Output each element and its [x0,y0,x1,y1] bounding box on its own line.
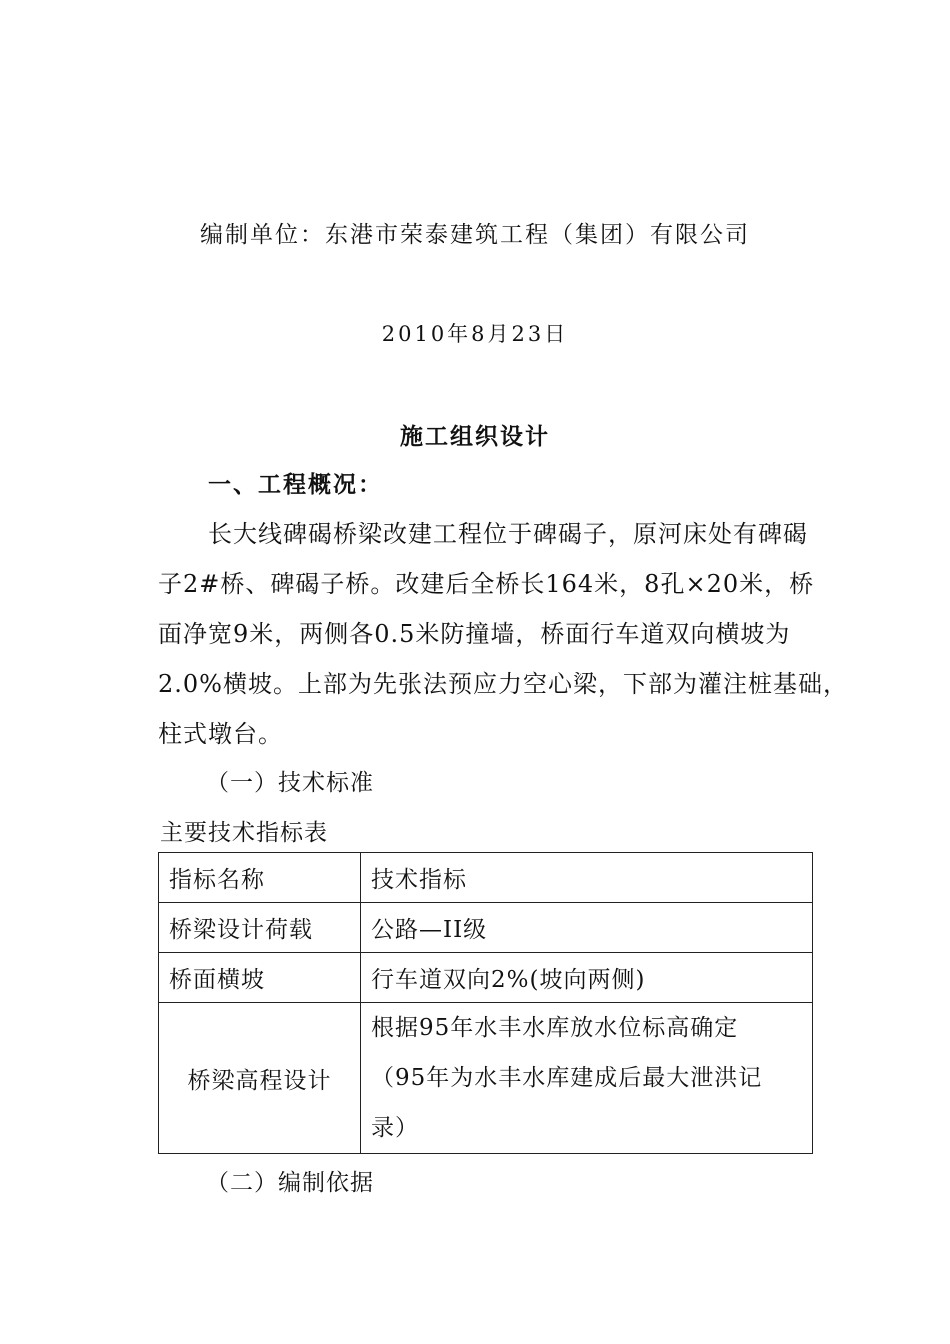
section-heading: 一、工程概况： [208,471,383,498]
table-header-cell: 指标名称 [159,853,361,903]
cell-line: 根据95年水丰水库放水位标高确定 [371,1015,739,1041]
table-row [159,1003,813,1154]
paragraph-line: 子2#桥、碑碣子桥。改建后全桥长164米，8孔×20米，桥 [158,570,815,598]
org-line: 编制单位：东港市荣泰建筑工程（集团）有限公司 [200,222,750,248]
table-cell: 桥梁设计荷载 [159,903,361,953]
table-header-row [159,853,813,903]
table-cell: 桥梁高程设计 [159,1003,361,1154]
table-cell: 行车道双向2%(坡向两侧) [361,953,813,1003]
subsection-heading: （一）技术标准 [206,770,374,796]
table-cell [361,1003,813,1154]
document-title: 施工组织设计 [400,423,550,450]
cell-line: 录） [371,1115,419,1141]
tech-spec-table [158,852,813,1154]
paragraph-line: 长大线碑碣桥梁改建工程位于碑碣子，原河床处有碑碣 [158,520,808,548]
table-row [159,903,813,953]
paragraph-line: 面净宽9米，两侧各0.5米防撞墙，桥面行车道双向横坡为 [158,620,791,648]
table-cell: 公路—II级 [361,903,813,953]
paragraph-line: 2.0%横坡。上部为先张法预应力空心梁，下部为灌注桩基础， [158,670,848,698]
subsection-heading: （二）编制依据 [206,1170,374,1196]
table-row [159,953,813,1003]
paragraph-line: 柱式墩台。 [158,720,283,748]
table-cell: 桥面横坡 [159,953,361,1003]
date-line: 2010年8月23日 [381,322,569,346]
table-caption: 主要技术指标表 [160,820,328,846]
cell-line: （95年为水丰水库建成后最大泄洪记 [371,1065,763,1091]
table-header-cell: 技术指标 [361,853,813,903]
